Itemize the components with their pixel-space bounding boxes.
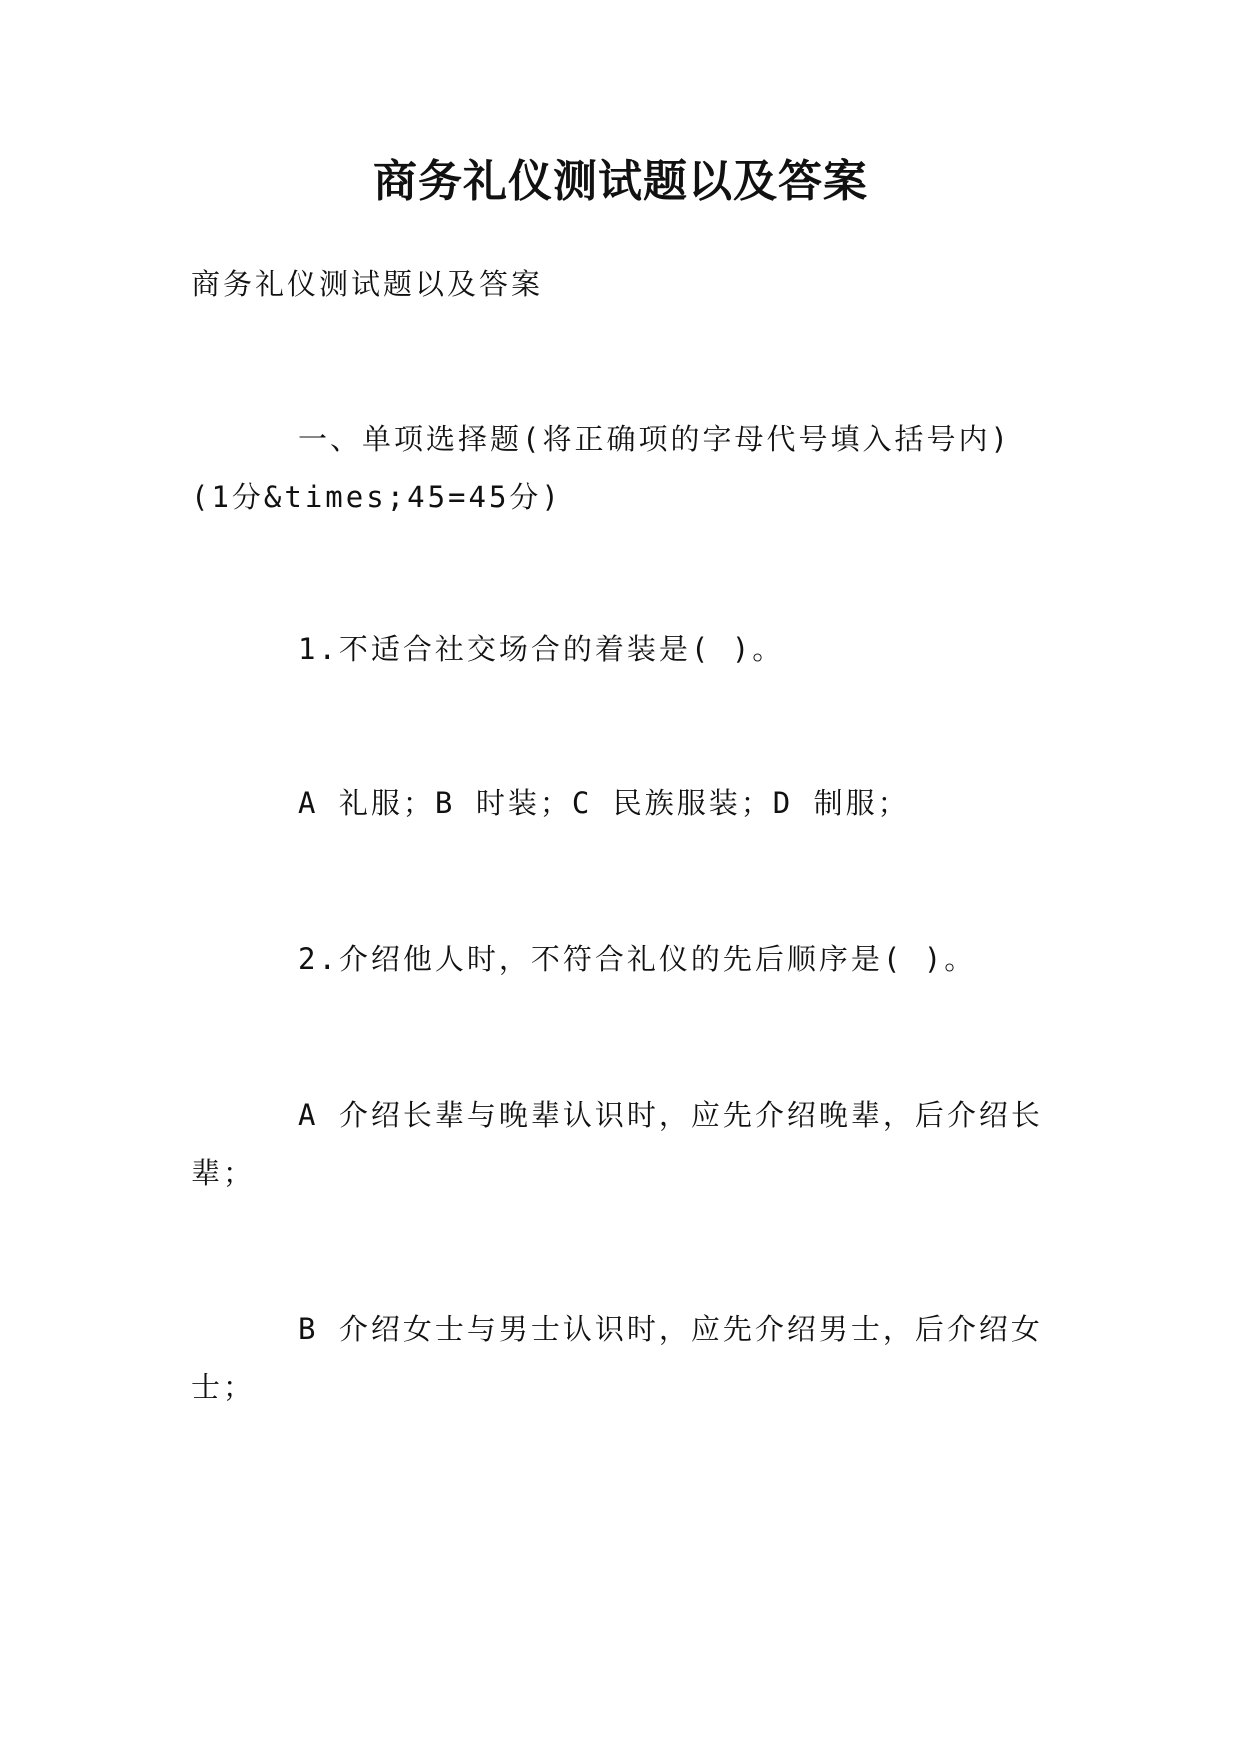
document-title: 商务礼仪测试题以及答案 [373, 156, 868, 207]
question-1-paragraph: 1.不适合社交场合的着装是( )。 [298, 632, 785, 666]
section-heading-paragraph: 一、单项选择题(将正确项的字母代号填入括号内)(1分&times;45=45分) [191, 422, 1011, 514]
question-2-option-b-paragraph: B 介绍女士与男士认识时，应先介绍男士，后介绍女士； [191, 1312, 1043, 1404]
subtitle-paragraph: 商务礼仪测试题以及答案 [191, 267, 544, 301]
question-2-paragraph: 2.介绍他人时，不符合礼仪的先后顺序是( )。 [298, 942, 977, 976]
question-1-options-paragraph: A 礼服；B 时装；C 民族服装；D 制服； [298, 786, 910, 820]
question-2-option-a-paragraph: A 介绍长辈与晚辈认识时，应先介绍晚辈，后介绍长辈； [191, 1098, 1043, 1190]
